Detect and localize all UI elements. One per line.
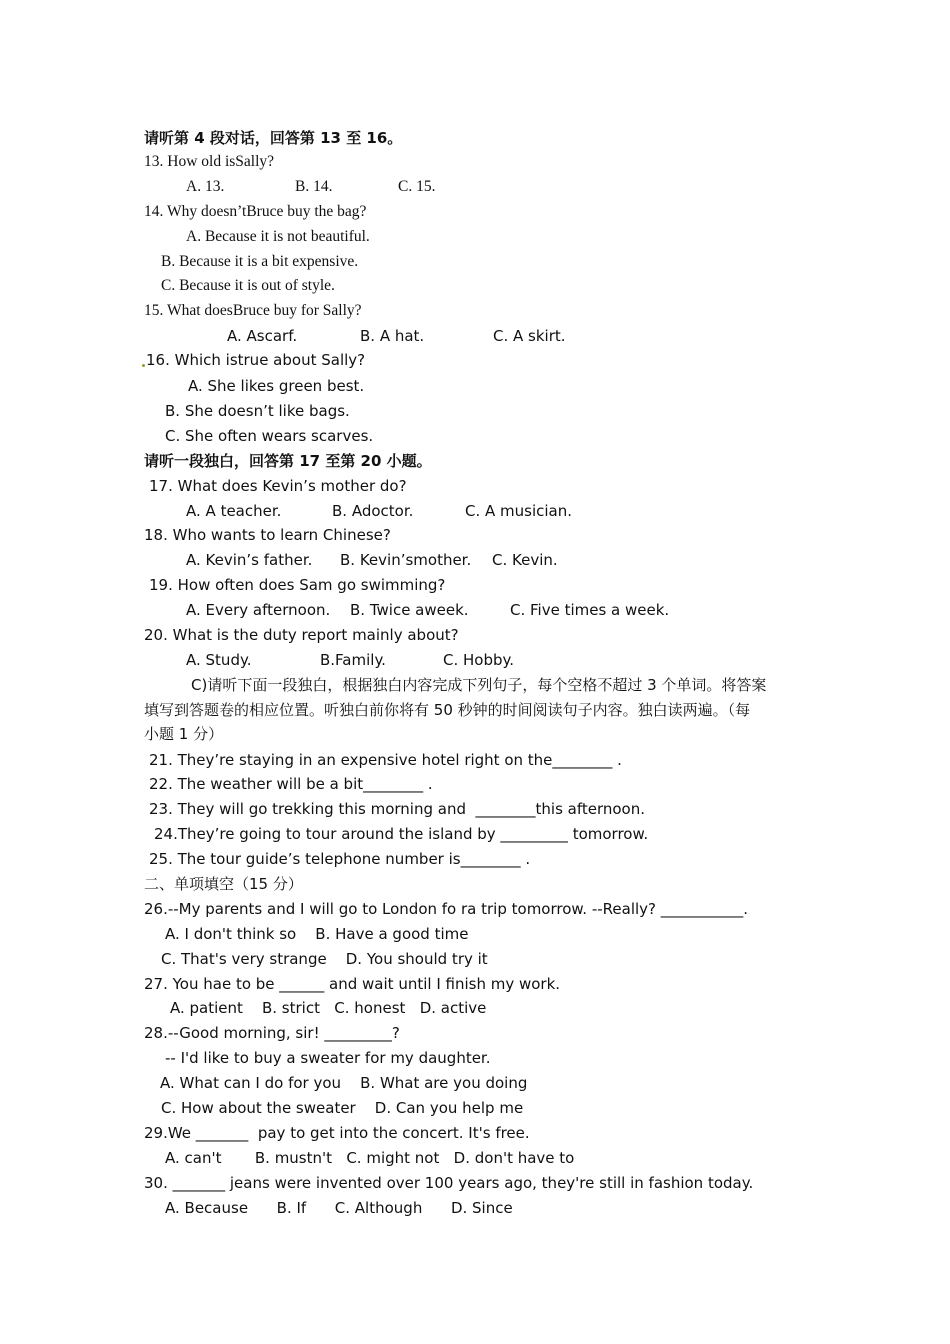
text-line-48: 28.--Good morning, sir! _________? <box>144 1024 400 1042</box>
text-line-24: B. Kevin’smother. <box>340 551 472 569</box>
text-line-46: 27. You hae to be ______ and wait until I finish my work. <box>144 975 561 993</box>
text-line-38: 22. The weather will be a bit________ . <box>149 775 433 793</box>
text-line-4: C. 15. <box>398 178 436 195</box>
text-line-42: 二、单项填空（15 分） <box>144 875 303 893</box>
text-line-7: B. Because it is a bit expensive. <box>161 253 359 270</box>
text-line-40: 24.They’re going to tour around the island by _________ tomorrow. <box>154 825 649 843</box>
text-line-45: C. That's very strange D. You should try it <box>161 950 488 968</box>
text-line-47: A. patient B. strict C. honest D. active <box>170 999 487 1017</box>
text-line-9: 15. What doesBruce buy for Sally? <box>144 302 362 319</box>
text-line-36: 小题 1 分） <box>144 725 224 743</box>
text-line-12: C. A skirt. <box>493 327 566 345</box>
text-line-17: 请听一段独白，回答第 17 至第 20 小题。 <box>144 452 432 470</box>
text-line-28: B. Twice aweek. <box>350 601 469 619</box>
text-line-33: C. Hobby. <box>443 651 515 669</box>
text-line-16: C. She often wears scarves. <box>165 427 374 445</box>
text-line-19: A. A teacher. <box>186 502 282 520</box>
text-line-35: 填写到答题卷的相应位置。听独白前你将有 50 秒钟的时间阅读句子内容。独白读两遍。（每 <box>144 701 751 719</box>
stray-mark <box>142 364 145 367</box>
text-line-13: 16. Which istrue about Sally? <box>146 351 366 369</box>
text-line-3: B. 14. <box>295 178 333 195</box>
text-line-5: 14. Why doesn’tBruce buy the bag? <box>144 203 367 220</box>
text-line-18: 17. What does Kevin’s mother do? <box>149 477 407 495</box>
text-line-22: 18. Who wants to learn Chinese? <box>144 526 391 544</box>
text-line-21: C. A musician. <box>465 502 573 520</box>
text-line-10: A. Ascarf. <box>227 327 298 345</box>
text-line-11: B. A hat. <box>360 327 425 345</box>
text-line-1: 13. How old isSally? <box>144 153 275 170</box>
text-line-26: 19. How often does Sam go swimming? <box>149 576 446 594</box>
text-line-54: 30. _______ jeans were invented over 100 years ago, they're still in fashion today. <box>144 1174 754 1192</box>
text-line-31: A. Study. <box>186 651 252 669</box>
text-line-37: 21. They’re staying in an expensive hotel right on the________ . <box>149 751 622 769</box>
text-line-34: C)请听下面一段独白，根据独白内容完成下列句子，每个空格不超过 3 个单词。将答案 <box>191 676 767 694</box>
text-line-49: -- I'd like to buy a sweater for my daughter. <box>165 1049 491 1067</box>
text-line-32: B.Family. <box>320 651 386 669</box>
text-line-50: A. What can I do for you B. What are you doing <box>160 1074 528 1092</box>
text-line-52: 29.We _______ pay to get into the concert. It's free. <box>144 1124 530 1142</box>
text-line-55: A. Because B. If C. Although D. Since <box>165 1199 513 1217</box>
text-line-29: C. Five times a week. <box>510 601 670 619</box>
text-line-41: 25. The tour guide’s telephone number is________ . <box>149 850 531 868</box>
text-line-39: 23. They will go trekking this morning and ________this afternoon. <box>149 800 646 818</box>
text-line-0: 请听第 4 段对话，回答第 13 至 16。 <box>144 129 403 147</box>
text-line-44: A. I don't think so B. Have a good time <box>165 925 469 943</box>
text-line-6: A. Because it is not beautiful. <box>186 228 370 245</box>
text-line-20: B. Adoctor. <box>332 502 414 520</box>
text-line-53: A. can't B. mustn't C. might not D. don't have to <box>165 1149 575 1167</box>
text-line-8: C. Because it is out of style. <box>161 277 335 294</box>
text-line-25: C. Kevin. <box>492 551 558 569</box>
text-line-2: A. 13. <box>186 178 225 195</box>
text-line-30: 20. What is the duty report mainly about? <box>144 626 459 644</box>
text-line-27: A. Every afternoon. <box>186 601 331 619</box>
text-line-51: C. How about the sweater D. Can you help me <box>161 1099 524 1117</box>
text-line-15: B. She doesn’t like bags. <box>165 402 350 420</box>
text-line-23: A. Kevin’s father. <box>186 551 313 569</box>
text-line-14: A. She likes green best. <box>188 377 365 395</box>
text-line-43: 26.--My parents and I will go to London fo ra trip tomorrow. --Really? ___________. <box>144 900 749 918</box>
